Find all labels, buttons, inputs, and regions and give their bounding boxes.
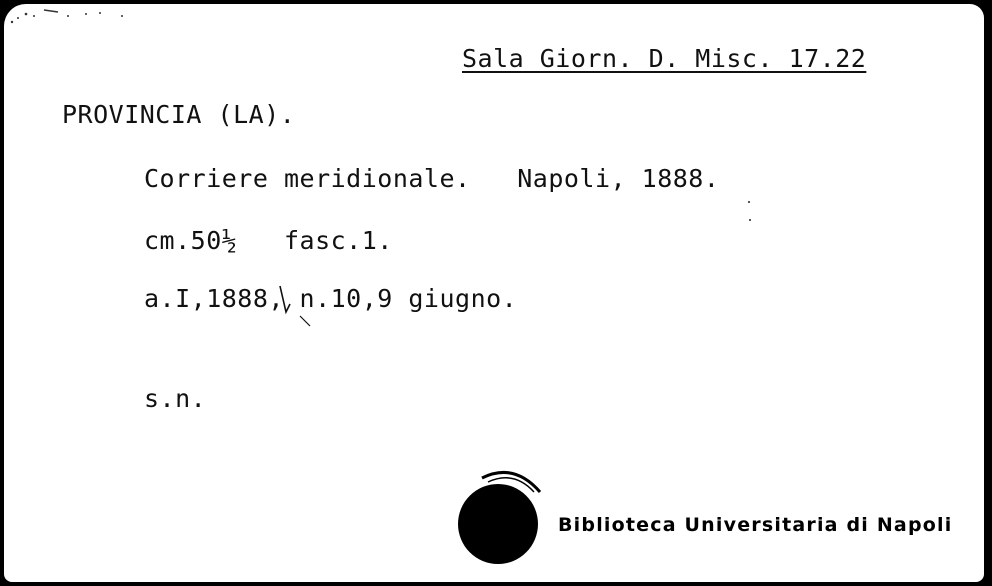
entry-heading: PROVINCIA (LA). <box>62 100 296 129</box>
note-line: s.n. <box>144 384 207 413</box>
pen-mark <box>276 282 316 330</box>
library-stamp-seal <box>458 484 538 564</box>
issue-line: a.I,1888, n.10,9 giugno. <box>144 284 518 313</box>
scan-specks <box>4 4 144 34</box>
library-stamp-text: Biblioteca Universitaria di Napoli <box>558 514 953 536</box>
pen-mark <box>744 194 754 234</box>
title-line: Corriere meridionale. Napoli, 1888. <box>144 164 720 193</box>
format-line: cm.50½ fasc.1. <box>144 226 393 255</box>
catalog-card <box>4 4 984 582</box>
shelfmark: Sala Giorn. D. Misc. 17.22 <box>462 44 867 73</box>
